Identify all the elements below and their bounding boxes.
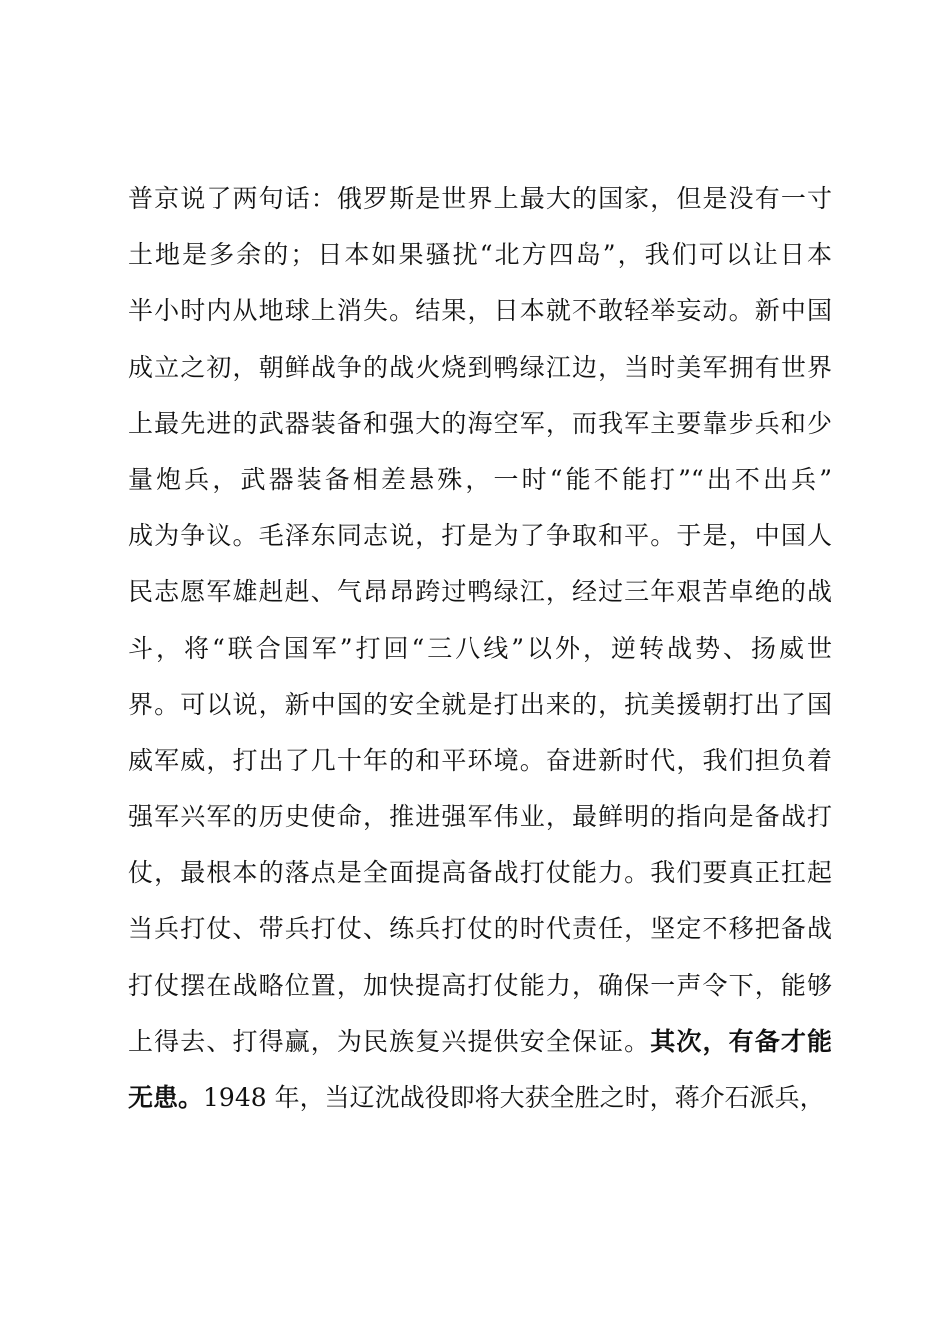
text-line bbox=[128, 1081, 832, 1137]
text-line bbox=[128, 294, 832, 350]
text-line bbox=[128, 1025, 832, 1081]
text-segment: 界。可以说，新中国的安全就是打出来的，抗美援朝打出了国 bbox=[128, 689, 832, 719]
text-line bbox=[128, 351, 832, 407]
text-segment: 当兵打仗、带兵打仗、练兵打仗的时代责任，坚定不移把备战 bbox=[128, 914, 832, 944]
body-paragraph bbox=[128, 182, 832, 1137]
text-segment: 成立之初，朝鲜战争的战火烧到鸭绿江边，当时美军拥有世界 bbox=[128, 352, 832, 382]
text-line bbox=[128, 407, 832, 463]
text-line bbox=[128, 575, 832, 631]
bold-text-segment: 其次，有备才能 bbox=[650, 1026, 832, 1056]
text-segment: 民志愿军雄赳赳、气昂昂跨过鸭绿江，经过三年艰苦卓绝的战 bbox=[128, 577, 832, 607]
text-segment: 斗，将“联合国军”打回“三八线”以外，逆转战势、扬威世 bbox=[128, 633, 832, 663]
text-segment: 上最先进的武器装备和强大的海空军，而我军主要靠步兵和少 bbox=[128, 408, 832, 438]
text-line bbox=[128, 856, 832, 912]
text-line bbox=[128, 912, 832, 968]
text-segment: 量炮兵，武器装备相差悬殊，一时“能不能打”“出不出兵” bbox=[128, 464, 832, 494]
text-segment: 上得去、打得赢，为民族复兴提供安全保证。 bbox=[128, 1026, 651, 1056]
text-segment: 普京说了两句话：俄罗斯是世界上最大的国家，但是没有一寸 bbox=[128, 184, 832, 213]
text-segment: 仗，最根本的落点是全面提高备战打仗能力。我们要真正扛起 bbox=[128, 858, 832, 888]
text-segment: 打仗摆在战略位置，加快提高打仗能力，确保一声令下，能够 bbox=[128, 970, 832, 1000]
bold-text-segment: 无患。 bbox=[128, 1083, 204, 1112]
text-segment: 1948 年，当辽沈战役即将大获全胜之时，蒋介石派兵， bbox=[203, 1083, 825, 1112]
text-segment: 土地是多余的；日本如果骚扰“北方四岛”，我们可以让日本 bbox=[128, 240, 832, 270]
text-segment: 强军兴军的历史使命，推进强军伟业，最鲜明的指向是备战打 bbox=[128, 802, 832, 832]
text-line bbox=[128, 238, 832, 294]
text-line bbox=[128, 519, 832, 575]
text-line bbox=[128, 800, 832, 856]
text-line bbox=[128, 463, 832, 519]
text-segment: 成为争议。毛泽东同志说，打是为了争取和平。于是，中国人 bbox=[128, 521, 832, 551]
text-line bbox=[128, 688, 832, 744]
text-segment: 威军威，打出了几十年的和平环境。奋进新时代，我们担负着 bbox=[128, 745, 832, 775]
text-segment: 半小时内从地球上消失。结果，日本就不敢轻举妄动。新中国 bbox=[128, 296, 832, 326]
text-line bbox=[128, 744, 832, 800]
text-line bbox=[128, 969, 832, 1025]
text-line bbox=[128, 632, 832, 688]
text-line bbox=[128, 182, 832, 238]
